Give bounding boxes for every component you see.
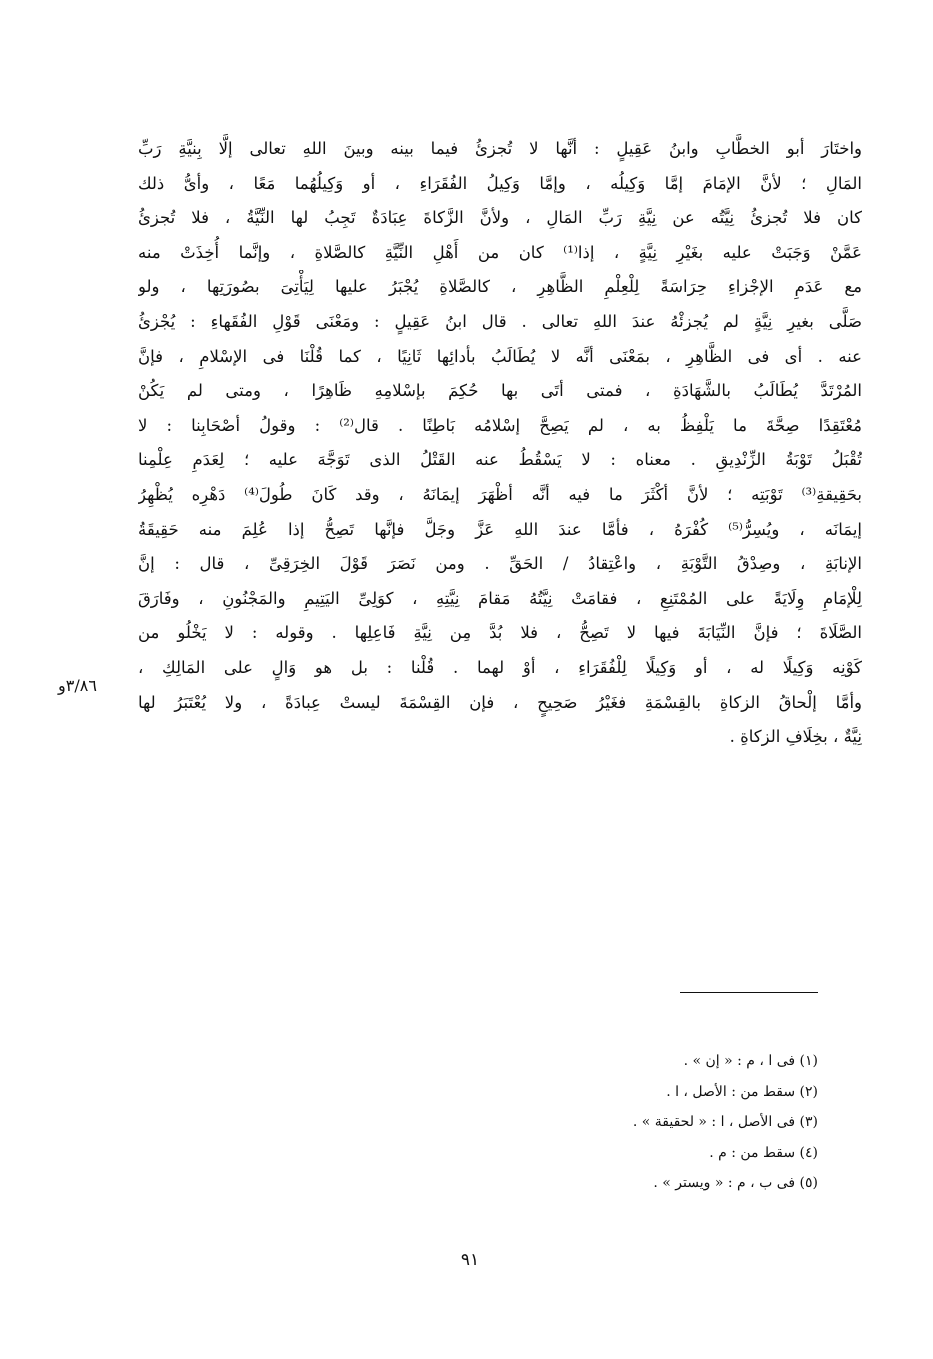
footnote: (٣) فى الأصل ، ا : « لحقيقة » . — [632, 1114, 818, 1130]
footnote: (٤) سقط من : م . — [709, 1144, 818, 1161]
footnote: (٥) فى ب ، م : « ويستر » . — [653, 1175, 818, 1191]
text-line: الصَّلَاةَ ؛ فإنَّ النِّيَابَةَ فيها لا تَصِحُّ ، فلا بُدَّ مِن نِيَّةِ فَاعِلِها . وقوله : لا يَخْلُو من — [138, 623, 862, 643]
text-line: تُقْبَلُ تَوْبَةُ الزِّنْدِيقِ . معناه : لا يَسْقُطُ عنه القَتْلُ الذى تَوَجَّهَ عليه ؛ لِعَدَمِ عِلْمِنا — [138, 450, 862, 470]
footnote: (٢) سقط من : الأصل ، ا . — [666, 1083, 818, 1100]
text-line: المَالِ ؛ لأنَّ الإمَامَ إمَّا وَكِيلُه ، وإمَّا وَكِيلُ الفُقَرَاءِ ، أو وَكِيلُهُما مَعًا ، وأىُّ ذلك — [138, 173, 862, 193]
footnote: (١) فى ا ، م : « إن » . — [683, 1053, 818, 1069]
text-line: كان فلا تُجزئُ نِيَّتُه عن نِيَّةِ رَبِّ المَالِ ، ولأنَّ الزَّكاةَ عِبَادَةٌ تَجِبُ لها النِّيَّةُ ، فلا تُجزئُ — [138, 208, 862, 228]
text-line: وأمَّا إلْحاقُ الزكاةِ بالقِسْمَةِ فغَيْرُ صَحِيحٍ ، فإن القِسْمَةَ ليستْ عِبادَةً ، ولا يُعْتَبَرُ لها — [138, 692, 862, 712]
text-line: بحَقِيقةِ⁽³⁾ تَوْبَتِه ؛ لأنَّ أكْثَرَ ما فيه أنَّه أظْهَرَ إيمَانَهُ ، وقد كَانَ طُولَ⁽⁴⁾ دَهْرِه يُظْهِرُ — [138, 484, 862, 504]
text-line: مُعْتَقِدًا صِحَّةَ ما يَلْفِظُ به ، لم يَصِحَّ إسْلامُه بَاطِنًا . قال⁽²⁾ : وقولُ أصْحَابِنا : لا — [138, 415, 862, 435]
margin-folio-note: ٣/٨٦و — [58, 676, 97, 695]
text-line: إيمَانَه ، ويُسِرُّ⁽⁵⁾ كُفْرَهُ ، فأمَّا عندَ اللهِ عَزَّ وجَلَّ فإنَّها تَصِحُّ إذا عُلِمَ منه حَقِيقَةُ — [138, 519, 862, 539]
text-line: مع عَدَمِ الإجْزاءِ حِرَاسَةً لِلْعِلْمِ الظَّاهِرِ ، كالصَّلاةِ يُجْبَرُ عليها لِيَأْتِىَ بصُورَتِها ، ولو — [138, 277, 862, 297]
text-line: المُرْتَدَّ يُطَالَبُ بالشَّهَادَةِ ، فمتى أتَى بها حُكِمَ بإسْلامِهِ ظَاهِرًا ، ومتى لم يَكُنْ — [138, 381, 862, 401]
main-text — [138, 132, 862, 755]
text-line: كَوْنِه وَكِيلًا له ، أو وَكِيلًا لِلْفُقَرَاءِ ، أوْ لهما . قُلْنا : بل هو وَالٍ على المَالِكِ ، — [138, 657, 862, 677]
text-line: نِيَّةٌ ، بخِلَافِ الزكاةِ . — [729, 727, 862, 747]
text-line: الإنابَةِ ، وصِدْقُ التَّوْبَةِ ، واعْتِقادُ / الحَقِّ . ومن نَصَرَ قَوْلَ الخِرَقِىِّ ، قال : إنَّ — [138, 554, 862, 574]
footnote-divider — [680, 992, 818, 993]
text-line: واختَارَ أبو الخطَّابِ وابنُ عَقِيلٍ : أنَّها لا تُجزئُ فيما بينه وبينَ اللهِ تعالى إلَّا بِنيَّةِ رَبِّ — [138, 139, 862, 158]
text-line: صَلَّى بغيرِ نِيَّةٍ لم يُجزئْهُ عندَ اللهِ تعالى . قال ابنُ عَقِيلٍ : ومَعْنَى قَوْلِ الفُقَهاءِ : يُجْزئُ — [138, 311, 862, 331]
text-line: لِلْإمَامِ وِلَايَةً على المُمْتَنِعِ ، فقامَتْ نِيَّتُهُ مَقامَ نِيَّتِهِ ، كوَلِىِّ اليَتِيمِ والمَجْنُونِ ، وفَارَقَ — [138, 588, 862, 608]
footnotes — [400, 1046, 818, 1199]
text-line: عَمَّنْ وَجَبَتْ عليه بغَيْرِ نِيَّةٍ ، إذا⁽¹⁾ كان من أَهْلِ النِّيَّةِ كالصَّلاةِ ، وإنَّما أُخِذَتْ منه — [138, 242, 862, 262]
page-number: ٩١ — [460, 1250, 480, 1270]
text-line: عنه . أى فى الظَّاهِرِ ، بمَعْنَى أنَّه لا يُطَالَبُ بأدائِها ثَانِيًا ، كما قُلْنَا فى الإسْلامِ ، فإنَّ — [138, 346, 862, 366]
